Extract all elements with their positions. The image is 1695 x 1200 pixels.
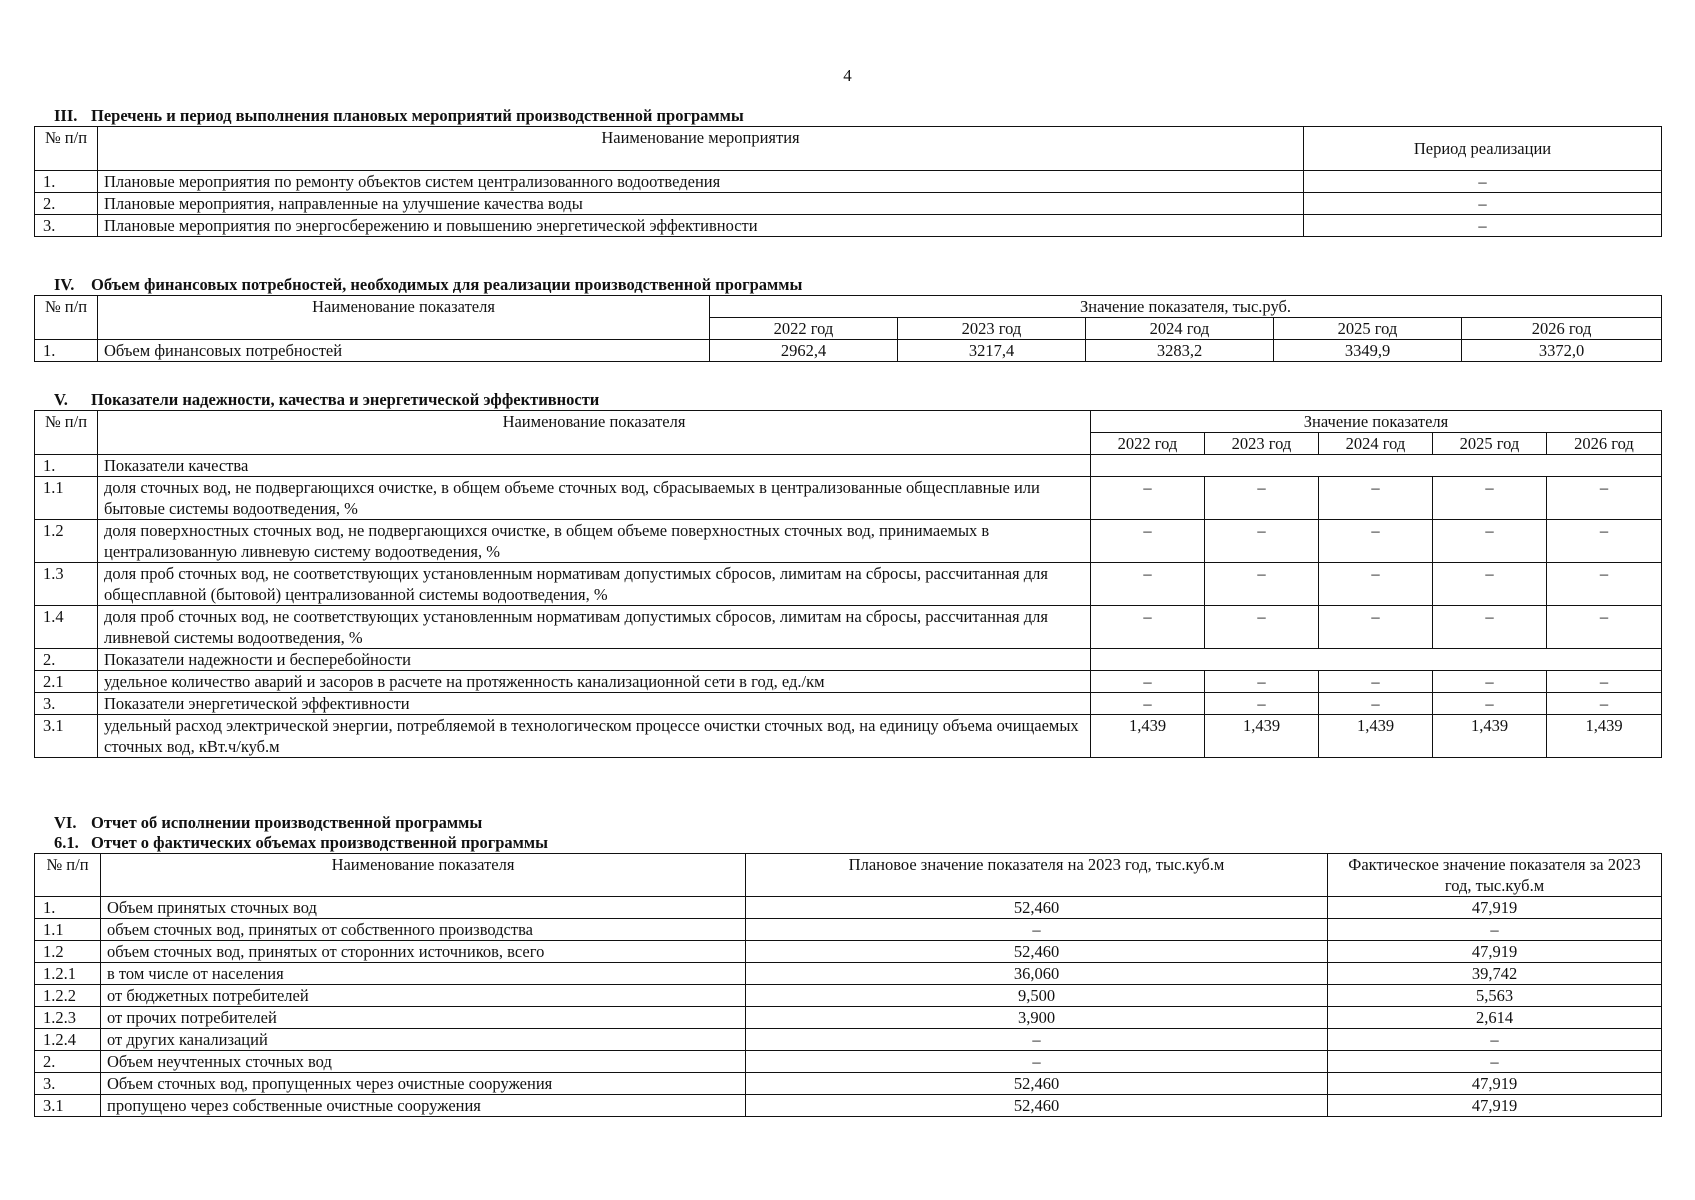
row-number: 2.1 [35, 671, 98, 693]
header-year: 2024 год [1319, 433, 1433, 455]
row-value: – [1091, 606, 1205, 649]
row-name: от бюджетных потребителей [101, 985, 746, 1007]
row-number: 1.2 [35, 941, 101, 963]
row-value: – [1319, 520, 1433, 563]
table-row [35, 1095, 1662, 1117]
row-value: – [1091, 693, 1205, 715]
row-name: от других канализаций [101, 1029, 746, 1051]
table-row [35, 963, 1662, 985]
table-row [35, 215, 1662, 237]
row-number: 1.2.3 [35, 1007, 101, 1029]
row-name: доля сточных вод, не подвергающихся очистке, в общем объеме сточных вод, сбрасываемых в централизованные общесплавные или бытовые системы водоотведения, % [98, 477, 1091, 520]
row-values-empty [1091, 649, 1662, 671]
section-6-heading [34, 813, 1661, 833]
header-year: 2022 год [1091, 433, 1205, 455]
planned-measures-table [34, 126, 1662, 237]
row-name: Показатели качества [98, 455, 1091, 477]
row-value: – [1091, 520, 1205, 563]
header-year: 2023 год [1205, 433, 1319, 455]
row-fact: 47,919 [1328, 941, 1662, 963]
section-title: Показатели надежности, качества и энергетической эффективности [91, 390, 600, 409]
row-value: – [1205, 606, 1319, 649]
row-value: – [1433, 671, 1547, 693]
section-6-1-heading [34, 833, 1661, 853]
row-plan: 52,460 [746, 941, 1328, 963]
row-value: 1,439 [1319, 715, 1433, 758]
section-5-heading [34, 390, 1661, 410]
row-period: – [1304, 193, 1662, 215]
table-row [35, 1051, 1662, 1073]
header-value: Значение показателя [1091, 411, 1662, 433]
header-year: 2025 год [1433, 433, 1547, 455]
table-row [35, 477, 1662, 520]
row-name: в том числе от населения [101, 963, 746, 985]
row-number: 2. [35, 193, 98, 215]
table-row [35, 671, 1662, 693]
row-number: 1.1 [35, 919, 101, 941]
row-value: – [1547, 477, 1662, 520]
row-value: – [1547, 606, 1662, 649]
row-plan: – [746, 1029, 1328, 1051]
row-fact: – [1328, 919, 1662, 941]
section-4-heading [34, 275, 1661, 295]
header-year: 2026 год [1462, 318, 1662, 340]
row-value: – [1319, 477, 1433, 520]
row-period: – [1304, 171, 1662, 193]
row-value: 3349,9 [1274, 340, 1462, 362]
row-value: – [1091, 563, 1205, 606]
row-value: – [1205, 693, 1319, 715]
table-row [35, 1029, 1662, 1051]
row-value: 2962,4 [710, 340, 898, 362]
row-value: – [1547, 563, 1662, 606]
section-3-heading [34, 106, 1661, 126]
row-number: 1. [35, 171, 98, 193]
row-value: 1,439 [1547, 715, 1662, 758]
header-fact: Фактическое значение показателя за 2023 год, тыс.куб.м [1328, 854, 1662, 897]
row-name: Объем неучтенных сточных вод [101, 1051, 746, 1073]
row-number: 1. [35, 340, 98, 362]
row-value: – [1433, 563, 1547, 606]
row-name: доля поверхностных сточных вод, не подвергающихся очистке, в общем объеме поверхностных сточных вод, принимаемых в централизованную ливневую систему водоотведения, % [98, 520, 1091, 563]
row-name: пропущено через собственные очистные сооружения [101, 1095, 746, 1117]
row-plan: 9,500 [746, 985, 1328, 1007]
header-year: 2025 год [1274, 318, 1462, 340]
row-name: удельный расход электрической энергии, потребляемой в технологическом процессе очистки сточных вод, на единицу объема очищаемых сточных вод, кВт.ч/куб.м [98, 715, 1091, 758]
row-number: 1.3 [35, 563, 98, 606]
table-row [35, 897, 1662, 919]
row-name: Объем принятых сточных вод [101, 897, 746, 919]
section-4 [34, 275, 1661, 362]
row-fact: 2,614 [1328, 1007, 1662, 1029]
section-5 [34, 390, 1661, 758]
row-value: – [1433, 606, 1547, 649]
row-plan: 36,060 [746, 963, 1328, 985]
row-fact: – [1328, 1029, 1662, 1051]
table-row [35, 715, 1662, 758]
header-year: 2023 год [898, 318, 1086, 340]
header-no: № п/п [35, 127, 98, 171]
table-header-row [35, 296, 1662, 318]
table-row [35, 1007, 1662, 1029]
header-name: Наименование показателя [98, 296, 710, 340]
row-number: 1. [35, 897, 101, 919]
section-number: IV. [54, 275, 75, 294]
table-row [35, 606, 1662, 649]
section-title: Перечень и период выполнения плановых мероприятий производственной программы [91, 106, 744, 125]
row-value: – [1205, 520, 1319, 563]
row-plan: 52,460 [746, 1095, 1328, 1117]
row-fact: 39,742 [1328, 963, 1662, 985]
group-row [35, 455, 1662, 477]
row-fact: 5,563 [1328, 985, 1662, 1007]
row-fact: 47,919 [1328, 897, 1662, 919]
row-number: 1. [35, 455, 98, 477]
row-value: – [1319, 606, 1433, 649]
row-value: – [1091, 477, 1205, 520]
header-year: 2022 год [710, 318, 898, 340]
row-fact: 47,919 [1328, 1095, 1662, 1117]
header-no: № п/п [35, 296, 98, 340]
row-name: Плановые мероприятия по ремонту объектов систем централизованного водоотведения [98, 171, 1304, 193]
section-number: III. [54, 106, 78, 125]
row-values-empty [1091, 455, 1662, 477]
header-name: Наименование показателя [98, 411, 1091, 455]
table-row [35, 1073, 1662, 1095]
row-value: – [1547, 520, 1662, 563]
row-plan: – [746, 1051, 1328, 1073]
row-number: 3.1 [35, 715, 98, 758]
table-row [35, 563, 1662, 606]
row-plan: 52,460 [746, 1073, 1328, 1095]
table-row [35, 693, 1662, 715]
table-row [35, 340, 1662, 362]
header-period: Период реализации [1304, 127, 1662, 171]
row-plan: 52,460 [746, 897, 1328, 919]
row-fact: – [1328, 1051, 1662, 1073]
row-name: от прочих потребителей [101, 1007, 746, 1029]
row-name: доля проб сточных вод, не соответствующих установленным нормативам допустимых сбросов, лимитам на сбросы, рассчитанная для ливневой системы водоотведения, % [98, 606, 1091, 649]
header-name: Наименование показателя [101, 854, 746, 897]
row-value: – [1319, 671, 1433, 693]
row-number: 3.1 [35, 1095, 101, 1117]
header-value: Значение показателя, тыс.руб. [710, 296, 1662, 318]
row-number: 3. [35, 693, 98, 715]
row-number: 1.4 [35, 606, 98, 649]
indicators-table [34, 410, 1662, 758]
row-value: – [1205, 671, 1319, 693]
row-value: 1,439 [1205, 715, 1319, 758]
row-name: Показатели надежности и бесперебойности [98, 649, 1091, 671]
row-fact: 47,919 [1328, 1073, 1662, 1095]
row-name: Плановые мероприятия, направленные на улучшение качества воды [98, 193, 1304, 215]
row-number: 1.2.1 [35, 963, 101, 985]
header-year: 2026 год [1547, 433, 1662, 455]
row-value: 3283,2 [1086, 340, 1274, 362]
row-period: – [1304, 215, 1662, 237]
row-name: Объем финансовых потребностей [98, 340, 710, 362]
row-name: доля проб сточных вод, не соответствующих установленным нормативам допустимых сбросов, лимитам на сбросы, рассчитанная для общесплавной (бытовой) централизованной системы водоотведения, % [98, 563, 1091, 606]
row-value: – [1433, 693, 1547, 715]
row-value: – [1205, 477, 1319, 520]
row-name: Показатели энергетической эффективности [98, 693, 1091, 715]
row-value: 3372,0 [1462, 340, 1662, 362]
subsection-title: Отчет о фактических объемах производственной программы [91, 833, 549, 852]
row-number: 3. [35, 1073, 101, 1095]
row-value: 1,439 [1091, 715, 1205, 758]
table-header-row [35, 411, 1662, 433]
section-title: Отчет об исполнении производственной программы [91, 813, 483, 832]
table-header-row [35, 854, 1662, 897]
row-value: – [1433, 520, 1547, 563]
header-plan: Плановое значение показателя на 2023 год, тыс.куб.м [746, 854, 1328, 897]
header-name: Наименование мероприятия [98, 127, 1304, 171]
row-value: – [1433, 477, 1547, 520]
row-value: – [1205, 563, 1319, 606]
row-number: 2. [35, 1051, 101, 1073]
row-value: – [1319, 693, 1433, 715]
group-row [35, 649, 1662, 671]
subsection-number: 6.1. [54, 833, 79, 852]
row-number: 1.2.2 [35, 985, 101, 1007]
row-name: Объем сточных вод, пропущенных через очистные сооружения [101, 1073, 746, 1095]
row-plan: 3,900 [746, 1007, 1328, 1029]
section-3 [34, 106, 1661, 237]
section-number: V. [54, 390, 68, 409]
actual-volumes-table [34, 853, 1662, 1117]
row-value: 3217,4 [898, 340, 1086, 362]
row-number: 1.2 [35, 520, 98, 563]
table-row [35, 171, 1662, 193]
header-no: № п/п [35, 411, 98, 455]
page-number: 4 [843, 66, 852, 85]
row-name: удельное количество аварий и засоров в расчете на протяженность канализационной сети в год, ед./км [98, 671, 1091, 693]
section-title: Объем финансовых потребностей, необходимых для реализации производственной программы [91, 275, 803, 294]
table-row [35, 193, 1662, 215]
row-value: – [1547, 671, 1662, 693]
table-row [35, 520, 1662, 563]
row-name: объем сточных вод, принятых от сторонних источников, всего [101, 941, 746, 963]
table-row [35, 919, 1662, 941]
row-number: 2. [35, 649, 98, 671]
table-header-row [35, 127, 1662, 171]
section-6 [34, 813, 1661, 1117]
row-value: 1,439 [1433, 715, 1547, 758]
row-name: Плановые мероприятия по энергосбережению и повышению энергетической эффективности [98, 215, 1304, 237]
row-value: – [1547, 693, 1662, 715]
section-number: VI. [54, 813, 77, 832]
row-name: объем сточных вод, принятых от собственного производства [101, 919, 746, 941]
row-number: 3. [35, 215, 98, 237]
row-value: – [1091, 671, 1205, 693]
table-row [35, 941, 1662, 963]
header-no: № п/п [35, 854, 101, 897]
financial-needs-table [34, 295, 1662, 362]
row-plan: – [746, 919, 1328, 941]
row-value: – [1319, 563, 1433, 606]
row-number: 1.2.4 [35, 1029, 101, 1051]
header-year: 2024 год [1086, 318, 1274, 340]
table-row [35, 985, 1662, 1007]
row-number: 1.1 [35, 477, 98, 520]
